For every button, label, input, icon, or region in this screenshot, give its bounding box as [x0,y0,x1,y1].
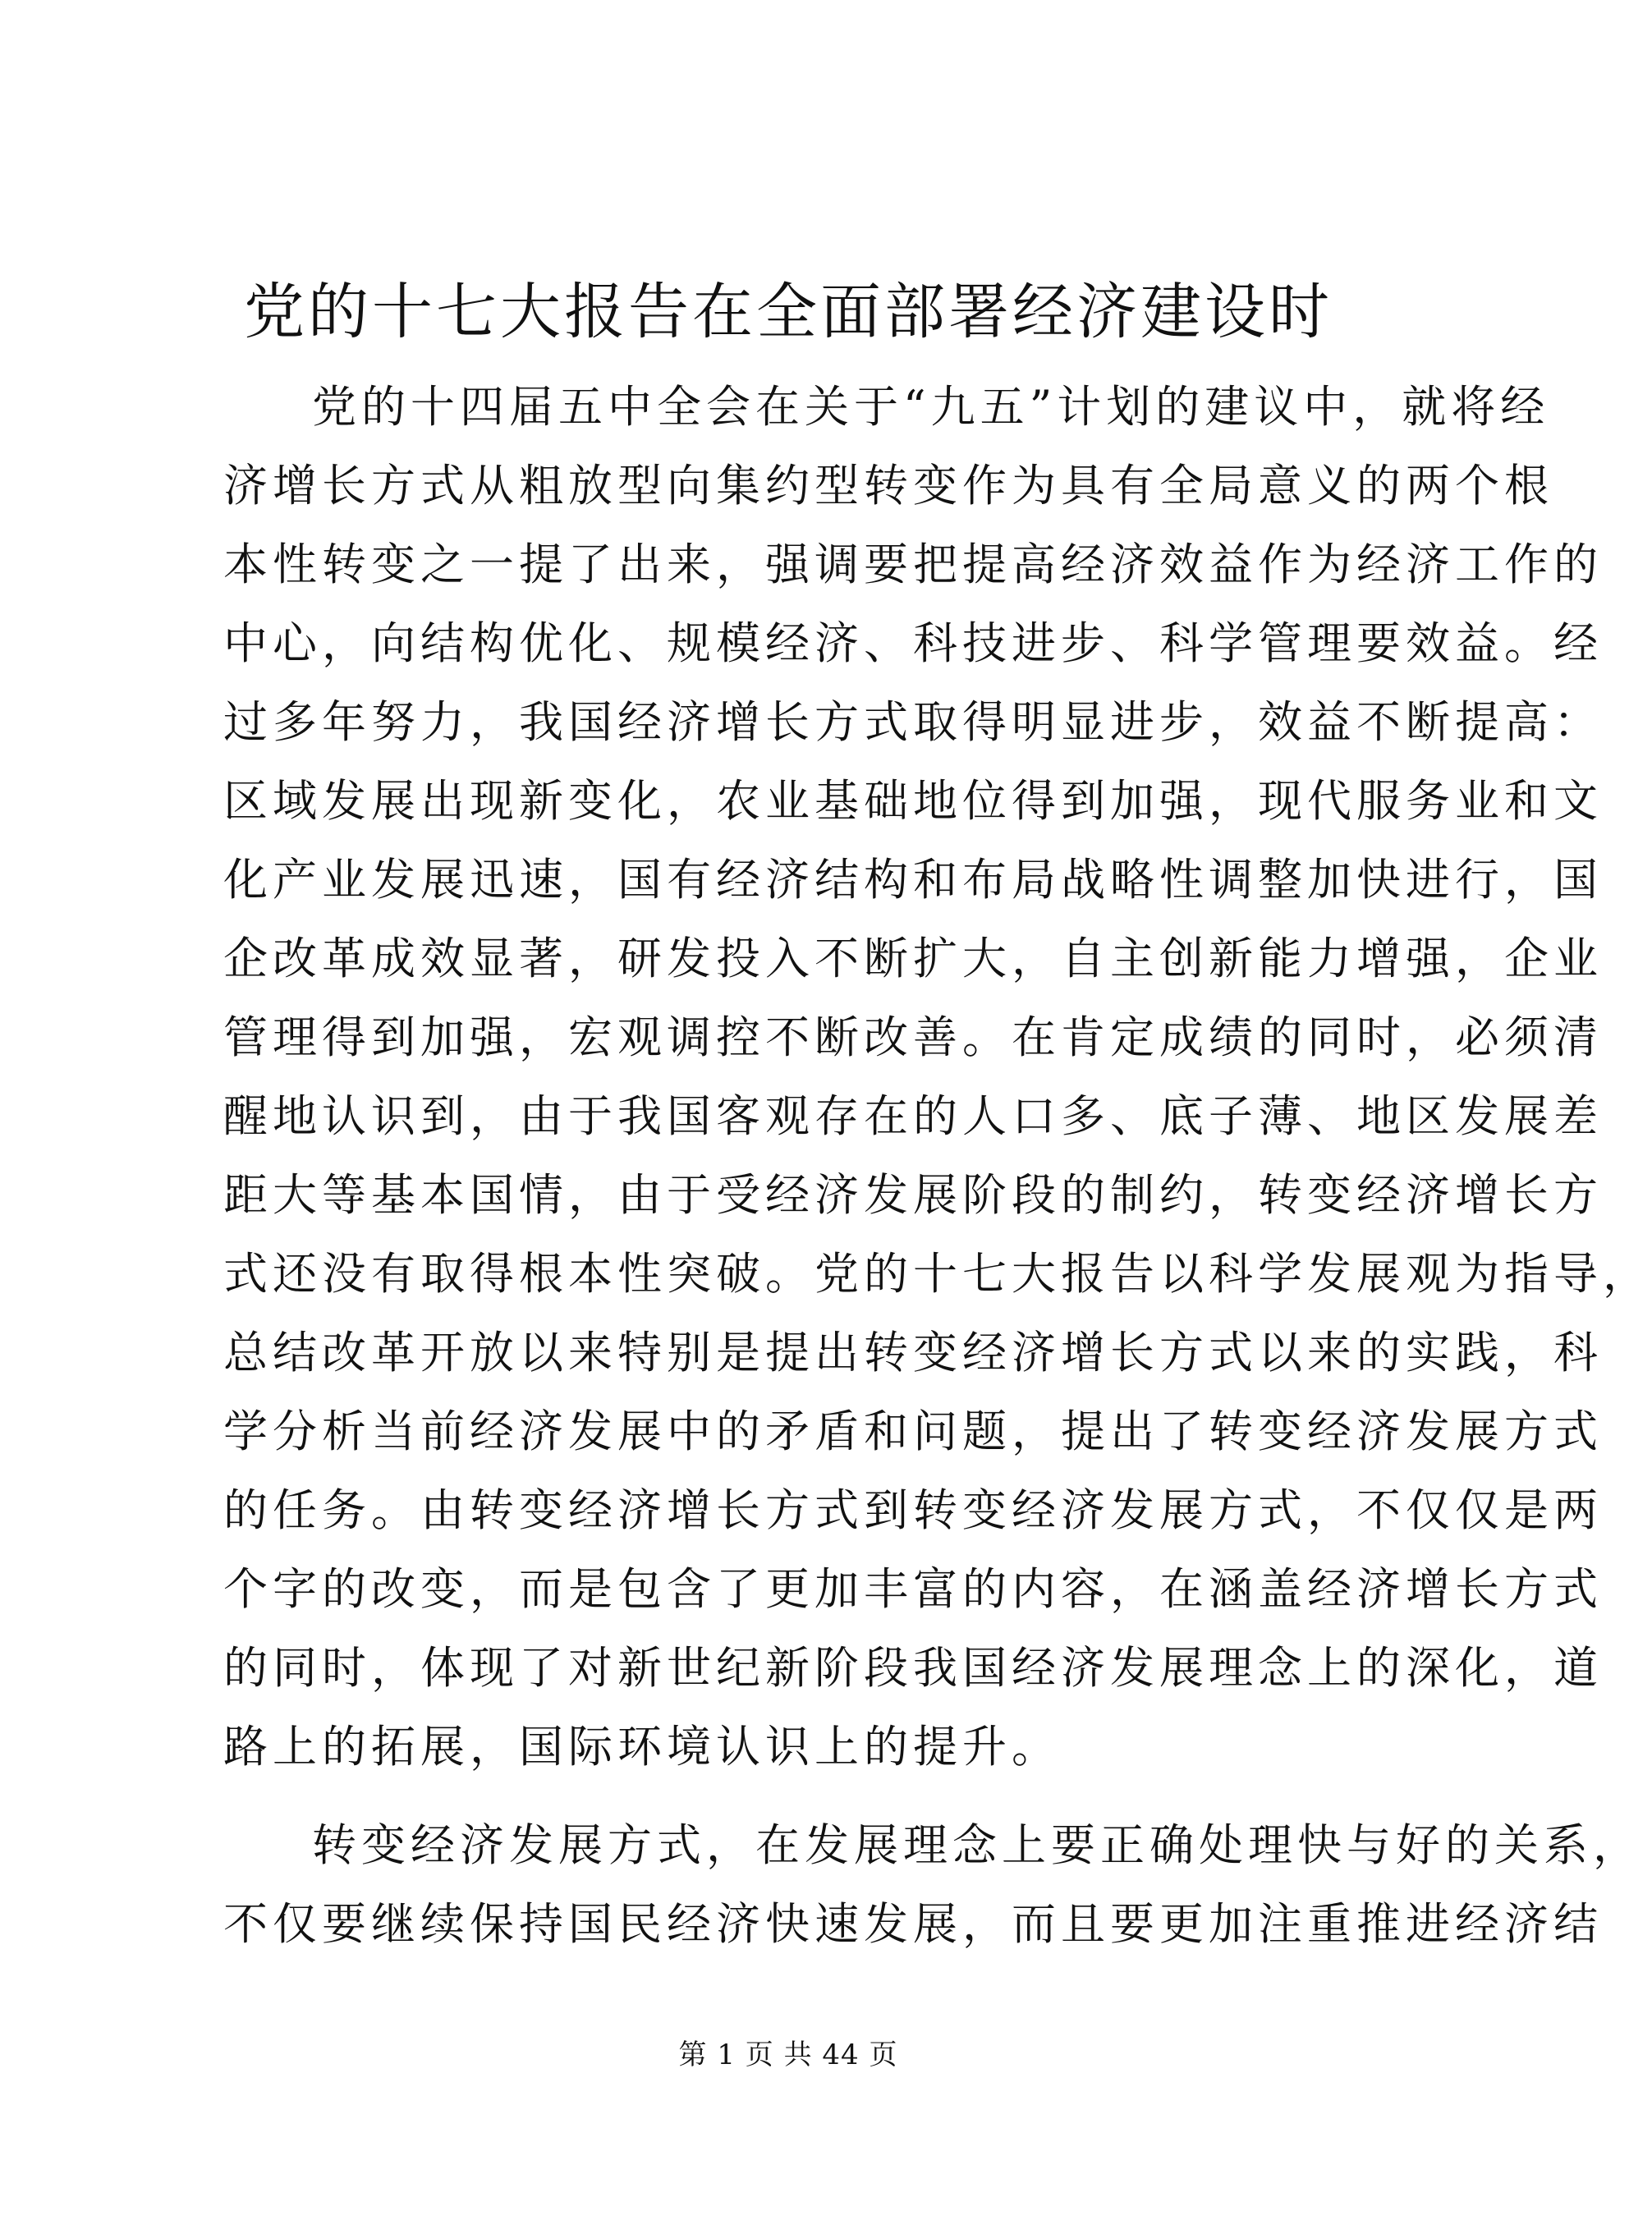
document-title: 党的十七大报告在全面部署经济建设时 [244,277,1333,347]
text-line: 的同时，体现了对新世纪新阶段我国经济发展理念上的深化，道 [223,1642,1603,1694]
text-line: 区域发展出现新变化，农业基础地位得到加强，现代服务业和文 [223,775,1603,827]
page-number-footer: 第 1 页 共 44 页 [678,2039,898,2071]
text-line: 济增长方式从粗放型向集约型转变作为具有全局意义的两个根 [223,460,1553,511]
text-line: 企改革成效显著，研发投入不断扩大，自主创新能力增强，企业 [223,933,1603,984]
text-line: 转变经济发展方式，在发展理念上要正确处理快与好的关系， [312,1819,1642,1871]
text-line: 路上的拓展，国际环境认识上的提升。 [223,1721,1061,1773]
text-line: 总结改革开放以来特别是提出转变经济增长方式以来的实践，科 [223,1327,1603,1378]
paragraph-2 [223,1806,1642,1964]
text-line: 化产业发展迅速，国有经济结构和布局战略性调整加快进行，国 [223,854,1603,906]
text-line: 过多年努力，我国经济增长方式取得明显进步，效益不断提高： [223,696,1603,748]
text-line: 学分析当前经济发展中的矛盾和问题，提出了转变经济发展方式 [223,1406,1603,1457]
text-line: 醒地认识到，由于我国客观存在的人口多、底子薄、地区发展差 [223,1090,1603,1142]
text-line: 个字的改变，而是包含了更加丰富的内容，在涵盖经济增长方式 [223,1563,1603,1615]
text-line: 距大等基本国情，由于受经济发展阶段的制约，转变经济增长方 [223,1169,1603,1221]
text-line: 不仅要继续保持国民经济快速发展，而且要更加注重推进经济结 [223,1898,1603,1950]
paragraph-1 [223,368,1652,1786]
text-line: 中心，向结构优化、规模经济、科技进步、科学管理要效益。经 [223,617,1603,669]
document-body [223,368,1652,1964]
text-line: 式还没有取得根本性突破。党的十七大报告以科学发展观为指导， [223,1248,1652,1300]
paragraph-gap [223,1786,1376,1806]
text-line: 的任务。由转变经济增长方式到转变经济发展方式，不仅仅是两 [223,1484,1603,1536]
text-line: 管理得到加强，宏观调控不断改善。在肯定成绩的同时，必须清 [223,1011,1603,1063]
text-line: 本性转变之一提了出来，强调要把提高经济效益作为经济工作的 [223,539,1603,590]
text-line: 党的十四届五中全会在关于“九五”计划的建议中，就将经 [312,381,1550,433]
